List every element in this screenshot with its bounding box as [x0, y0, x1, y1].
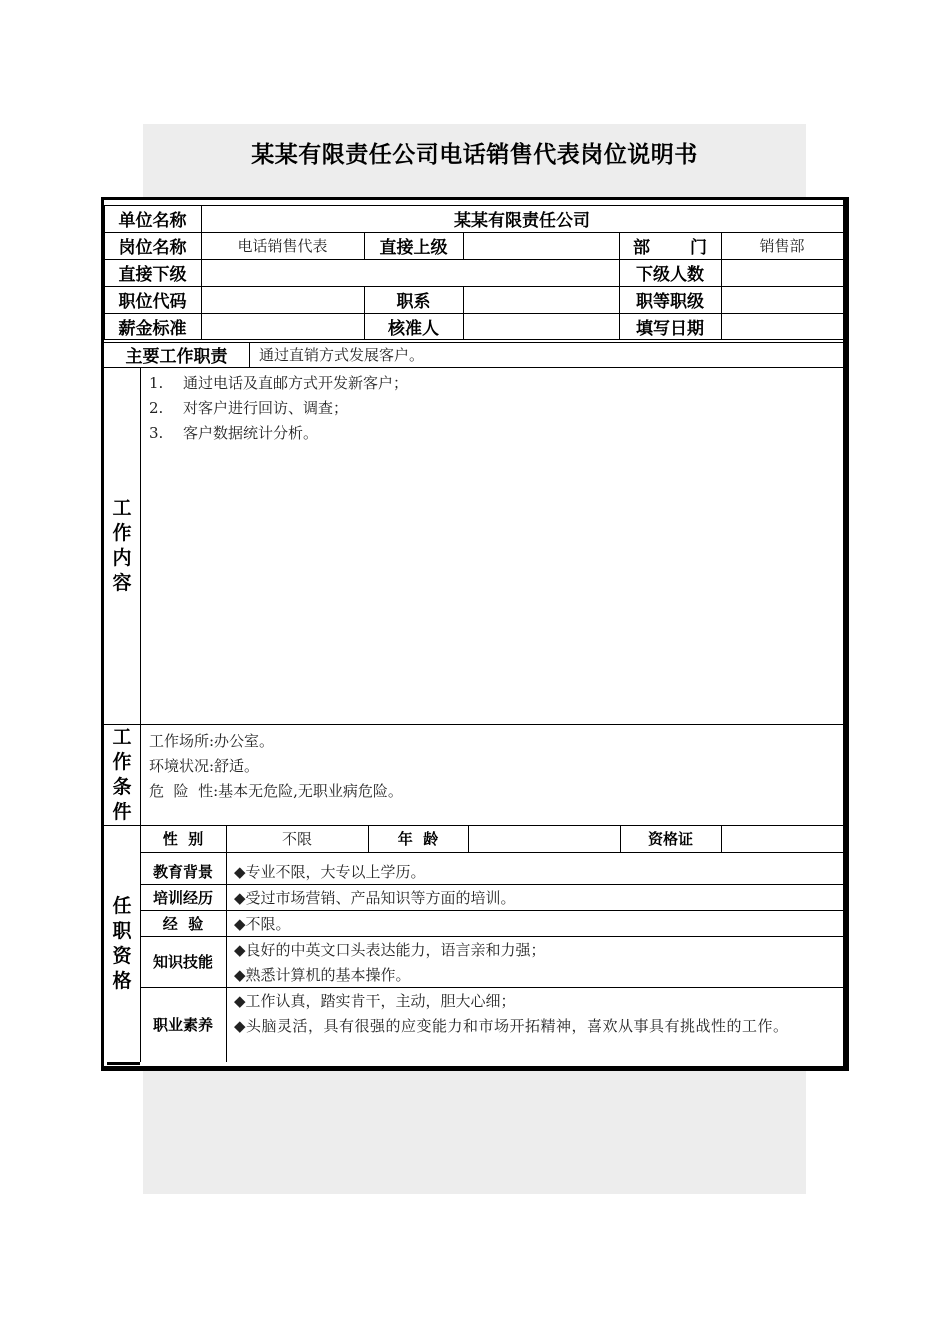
subordinate-count-label: 下级人数 — [636, 265, 704, 285]
skills-value: ◆熟悉计算机的基本操作。 — [234, 966, 411, 984]
approver-label: 核准人 — [388, 318, 439, 339]
training-label: 培训经历 — [152, 888, 213, 907]
row-divider — [104, 367, 843, 368]
quality-value: ◆头脑灵活，具有很强的应变能力和市场开拓精神，喜欢从事具有挑战性的工作。 — [234, 1017, 789, 1035]
skills-label: 知识技能 — [152, 953, 213, 971]
main-duty-label: 主要工作职责 — [125, 347, 228, 367]
age-label: 年 龄 — [397, 830, 439, 848]
salary-label: 薪金标准 — [118, 318, 187, 339]
row-divider — [104, 724, 843, 725]
department-label-b: 门 — [690, 238, 707, 258]
position-name-value: 电话销售代表 — [237, 237, 328, 255]
work-content-item: 3. 客户数据统计分析。 — [149, 424, 319, 442]
bottom-marker — [107, 1062, 140, 1065]
grade-value — [721, 286, 843, 313]
fill-date-value — [721, 313, 843, 339]
work-condition-line: 环境状况:舒适。 — [149, 757, 260, 775]
department-label-a: 部 — [633, 238, 650, 258]
row-divider — [104, 339, 843, 340]
work-content-label: 工 作 内 容 — [112, 496, 132, 594]
work-content-item: 1. 通过电话及直邮方式开发新客户； — [149, 374, 409, 392]
row-divider — [140, 987, 843, 988]
work-conditions-label: 工 作 条 件 — [112, 725, 132, 823]
training-value: ◆受过市场营销、产品知识等方面的培训。 — [234, 888, 516, 907]
fill-date-label: 填写日期 — [636, 318, 704, 339]
education-label: 教育背景 — [152, 862, 213, 881]
department-label — [619, 232, 721, 259]
direct-superior-value — [463, 232, 619, 259]
direct-subordinate-label: 直接下级 — [118, 265, 187, 285]
age-value — [468, 825, 620, 852]
qualifications-label: 任 职 资 格 — [112, 894, 132, 992]
certificate-value — [721, 825, 843, 852]
position-name-label: 岗位名称 — [118, 238, 187, 258]
subordinate-count-value — [721, 259, 843, 286]
quality-label: 职业素养 — [152, 1016, 213, 1034]
gender-label: 性 别 — [162, 830, 204, 848]
unit-name-value: 某某有限责任公司 — [454, 211, 590, 231]
gender-value: 不限 — [281, 830, 312, 848]
experience-value: ◆不限。 — [234, 914, 291, 933]
work-content-item: 2. 对客户进行回访、调查； — [149, 399, 349, 417]
job-description-table — [101, 197, 849, 1071]
position-code-label: 职位代码 — [118, 292, 187, 312]
document-title: 某某有限责任公司电话销售代表岗位说明书 — [251, 142, 698, 168]
salary-value — [201, 313, 364, 339]
direct-superior-label: 直接上级 — [379, 238, 448, 258]
grade-label: 职等职级 — [636, 292, 704, 312]
row-divider — [140, 936, 843, 937]
main-duty-value: 通过直销方式发展客户。 — [259, 346, 425, 364]
unit-name-label: 单位名称 — [118, 211, 187, 231]
department-value: 销售部 — [759, 237, 805, 255]
direct-subordinate-value — [201, 259, 619, 286]
work-condition-line: 工作场所:办公室。 — [149, 732, 275, 750]
job-family-label: 职系 — [396, 292, 431, 312]
experience-label: 经 验 — [162, 914, 204, 933]
position-code-value — [201, 286, 364, 313]
job-family-value — [463, 286, 619, 313]
skills-value: ◆良好的中英文口头表达能力，语言亲和力强； — [234, 941, 546, 959]
work-condition-line: 危 险 性:基本无危险,无职业病危险。 — [149, 782, 403, 800]
approver-value — [463, 313, 619, 339]
certificate-label: 资格证 — [647, 830, 693, 848]
education-value: ◆专业不限，大专以上学历。 — [234, 862, 426, 881]
quality-value: ◆工作认真，踏实肯干，主动，胆大心细； — [234, 992, 516, 1010]
